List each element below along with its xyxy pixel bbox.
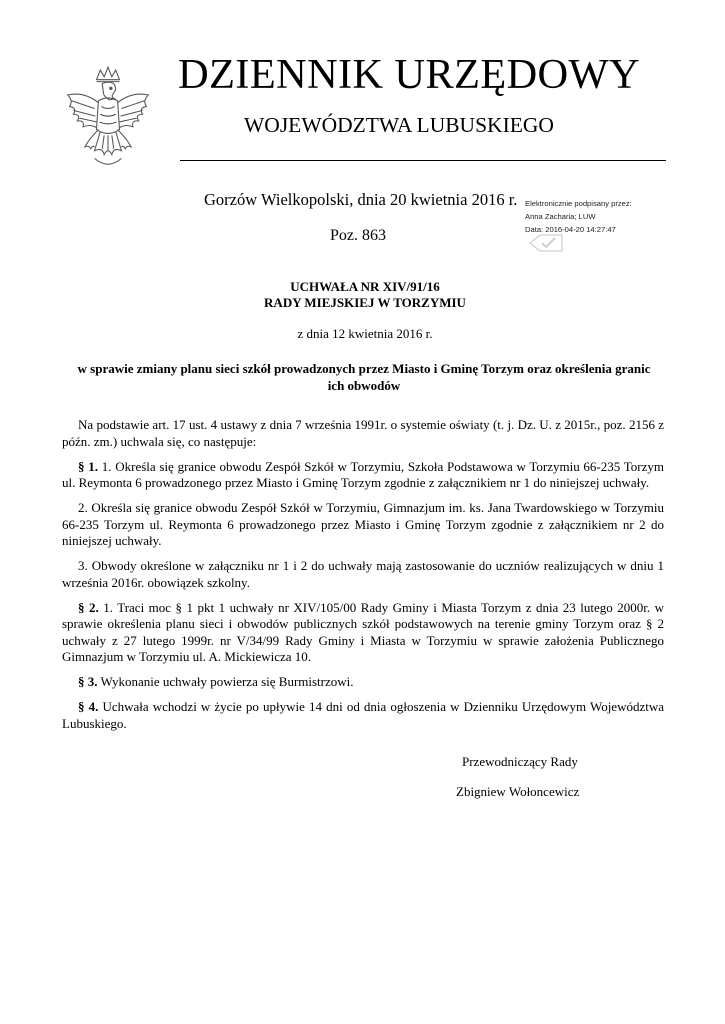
place-and-date: Gorzów Wielkopolski, dnia 20 kwietnia 2016 r. [204,190,518,209]
electronic-signature-block [525,197,645,236]
section-2-text: 1. Traci moc § 1 pkt 1 uchwały nr XIV/105/00 Rady Gminy i Miasta Torzym z dnia 23 lutego 2000r. w sprawie określenia planu sieci i obwodów publicznych szkół podstawowych na terenie gminy Torzym oraz § 2 uchwały z 27 lutego 1999r. nr V/34/99 Rady Gminy i Miasta w Torzymiu w sprawie założenia Publicznego Gimnazjum w Torzymiu ul. A. Mickiewicza 10. [62,599,664,664]
section-4-text: Uchwała wchodzi w życie po upływie 14 dni od dnia ogłoszenia w Dzienniku Urzędowym Województwa Lubuskiego. [62,699,665,731]
signature-check-icon [528,233,564,253]
header-divider [180,160,666,161]
resolution-council: RADY MIEJSKIEJ W TORZYMIU [264,295,466,310]
section-3-text: Wykonanie uchwały powierza się Burmistrzowi. [97,674,354,689]
resolution-date: z dnia 12 kwietnia 2016 r. [297,326,433,341]
signature-line-2: Anna Zacharia; LUW [525,212,596,221]
section-1-label: § 1. [78,458,98,474]
chair-name: Zbigniew Wołoncewicz [456,784,580,799]
section-2-label: § 2. [78,599,99,615]
resolution-subject-line-1: w sprawie zmiany planu sieci szkół prowadzonych przez Miasto i Gminę Torzym oraz określenia granic [77,361,651,376]
chair-title: Przewodniczący Rady [462,754,578,769]
resolution-number: UCHWAŁA NR XIV/91/16 [290,279,440,294]
paragraph-2 [62,600,664,666]
polish-eagle-emblem-icon [60,62,156,178]
section-1-text: 1. Określa się granice obwodu Zespół Szkół w Torzymiu, Szkoła Podstawowa w Torzymiu 66-235 Torzym ul. Reymonta 6 prowadzonego przez Miasto i Gminę Torzym zgodnie z załącznikiem nr 1 do niniejszej uchwały. [62,458,665,490]
paragraph-4 [62,699,664,732]
resolution-body [62,417,664,741]
resolution-subject [62,360,666,394]
paragraph-1-2: 2. Określa się granice obwodu Zespół Szkół w Torzymiu, Gimnazjum im. ks. Jana Twardowskiego w Torzymiu 66-235 Torzym ul. Reymonta 6 prowadzonego przez Miasto i Gminę Torzym zgodnie z załącznikiem nr 2 do niniejszej uchwały. [62,500,664,548]
signature-line-3: Data: 2016-04-20 14:27:47 [525,225,616,234]
signature-line-1: Elektronicznie podpisany przez: [525,199,632,208]
section-3-label: § 3. [78,674,98,689]
journal-subtitle: WOJEWÓDZTWA LUBUSKIEGO [244,113,554,137]
section-4-label: § 4. [78,699,99,714]
paragraph-3 [62,674,664,691]
paragraph-1-3: 3. Obwody określone w załączniku nr 1 i 2 do uchwały mają zastosowanie do uczniów realizujących w dniu 1 września 2016r. obowiązek szkolny. [62,558,664,590]
intro-paragraph: Na podstawie art. 17 ust. 4 ustawy z dnia 7 września 1991r. o systemie oświaty (t. j. Dz. U. z 2015r., poz. 2156 z późn. zm.) uchwala się, co następuje: [62,417,664,449]
resolution-subject-line-2: ich obwodów [327,378,401,393]
resolution-title [150,279,580,311]
position-number: Poz. 863 [330,227,386,244]
paragraph-1-1 [62,459,664,492]
journal-title: DZIENNIK URZĘDOWY [178,51,640,98]
